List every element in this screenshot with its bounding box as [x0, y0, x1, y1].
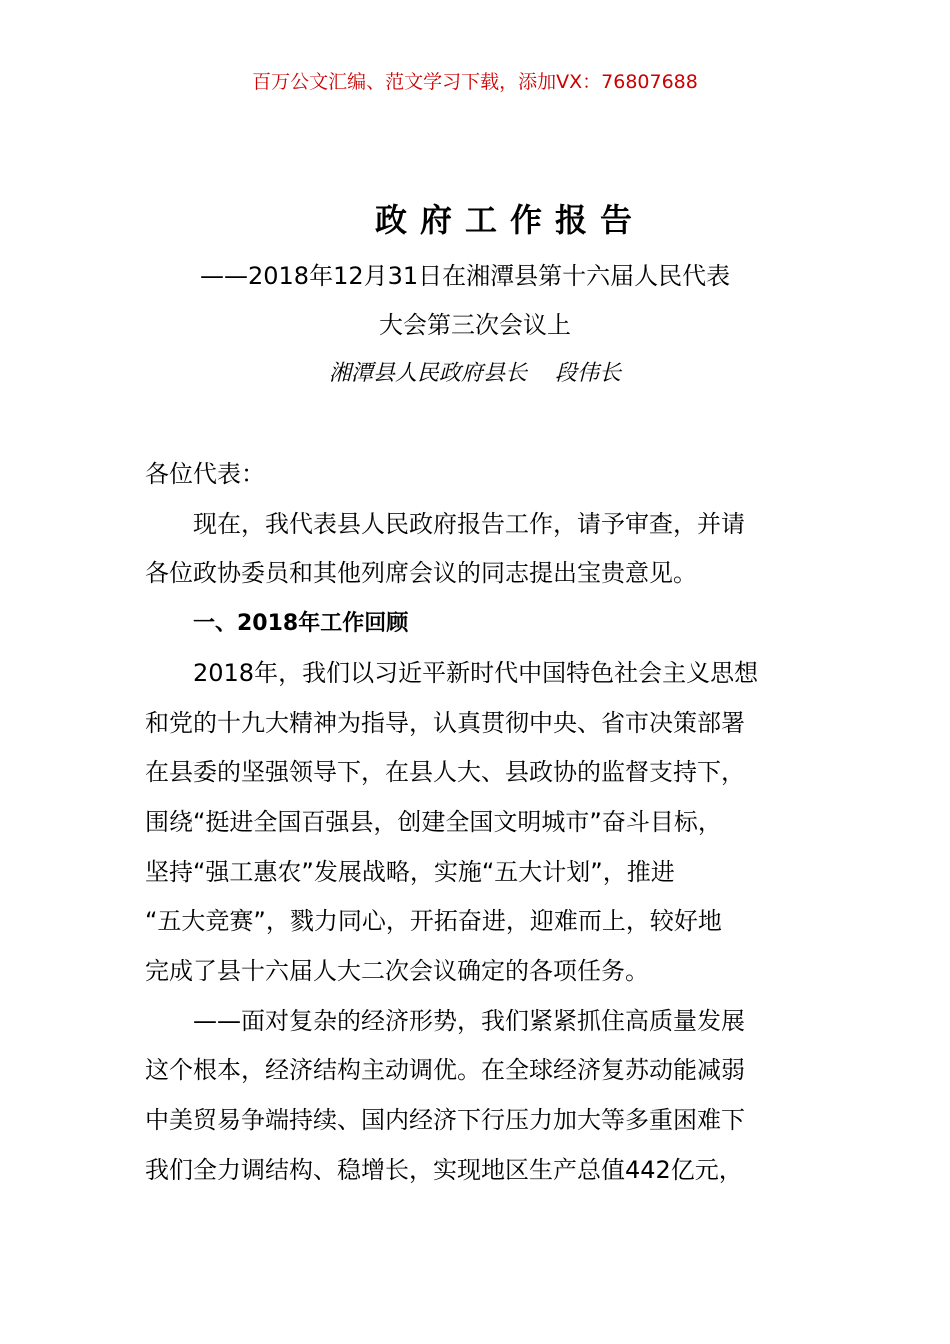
paragraph-line: 各位政协委员和其他列席会议的同志提出宝贵意见。: [145, 559, 697, 587]
paragraph-line: 坚持“强工惠农”发展战略，实施“五大计划”，推进: [145, 858, 675, 886]
paragraph-line: “五大竞赛”，戮力同心，开拓奋进，迎难而上，较好地: [145, 907, 722, 935]
paragraph-line: 现在，我代表县人民政府报告工作，请予审查，并请: [193, 510, 745, 538]
subtitle-line-2: 大会第三次会议上: [379, 311, 571, 339]
paragraph-line: 在县委的坚强领导下，在县人大、县政协的监督支持下，: [145, 758, 745, 786]
document-title: 政府工作报告: [374, 201, 645, 239]
paragraph-line: 和党的十九大精神为指导，认真贯彻中央、省市决策部署: [145, 709, 745, 737]
paragraph-line: ——面对复杂的经济形势，我们紧紧抓住高质量发展: [193, 1007, 745, 1035]
paragraph-line: 中美贸易争端持续、国内经济下行压力加大等多重困难下: [145, 1106, 745, 1134]
paragraph-line: 这个根本，经济结构主动调优。在全球经济复苏动能减弱: [145, 1056, 745, 1084]
watermark-banner: 百万公文汇编、范文学习下载，添加VX：76807688: [252, 71, 698, 93]
salutation: 各位代表：: [145, 460, 265, 488]
section-heading: 一、2018年工作回顾: [193, 611, 409, 636]
paragraph-line: 围绕“挺进全国百强县，创建全国文明城市”奋斗目标，: [145, 808, 722, 836]
paragraph-line: 完成了县十六届人大二次会议确定的各项任务。: [145, 957, 649, 985]
paragraph-line: 2018年，我们以习近平新时代中国特色社会主义思想: [193, 659, 759, 687]
paragraph-line: 我们全力调结构、稳增长，实现地区生产总值442亿元，: [145, 1156, 743, 1184]
author-line: 湘潭县人民政府县长 段伟长: [329, 361, 621, 386]
subtitle-line-1: ——2018年12月31日在湘潭县第十六届人民代表: [200, 262, 731, 290]
